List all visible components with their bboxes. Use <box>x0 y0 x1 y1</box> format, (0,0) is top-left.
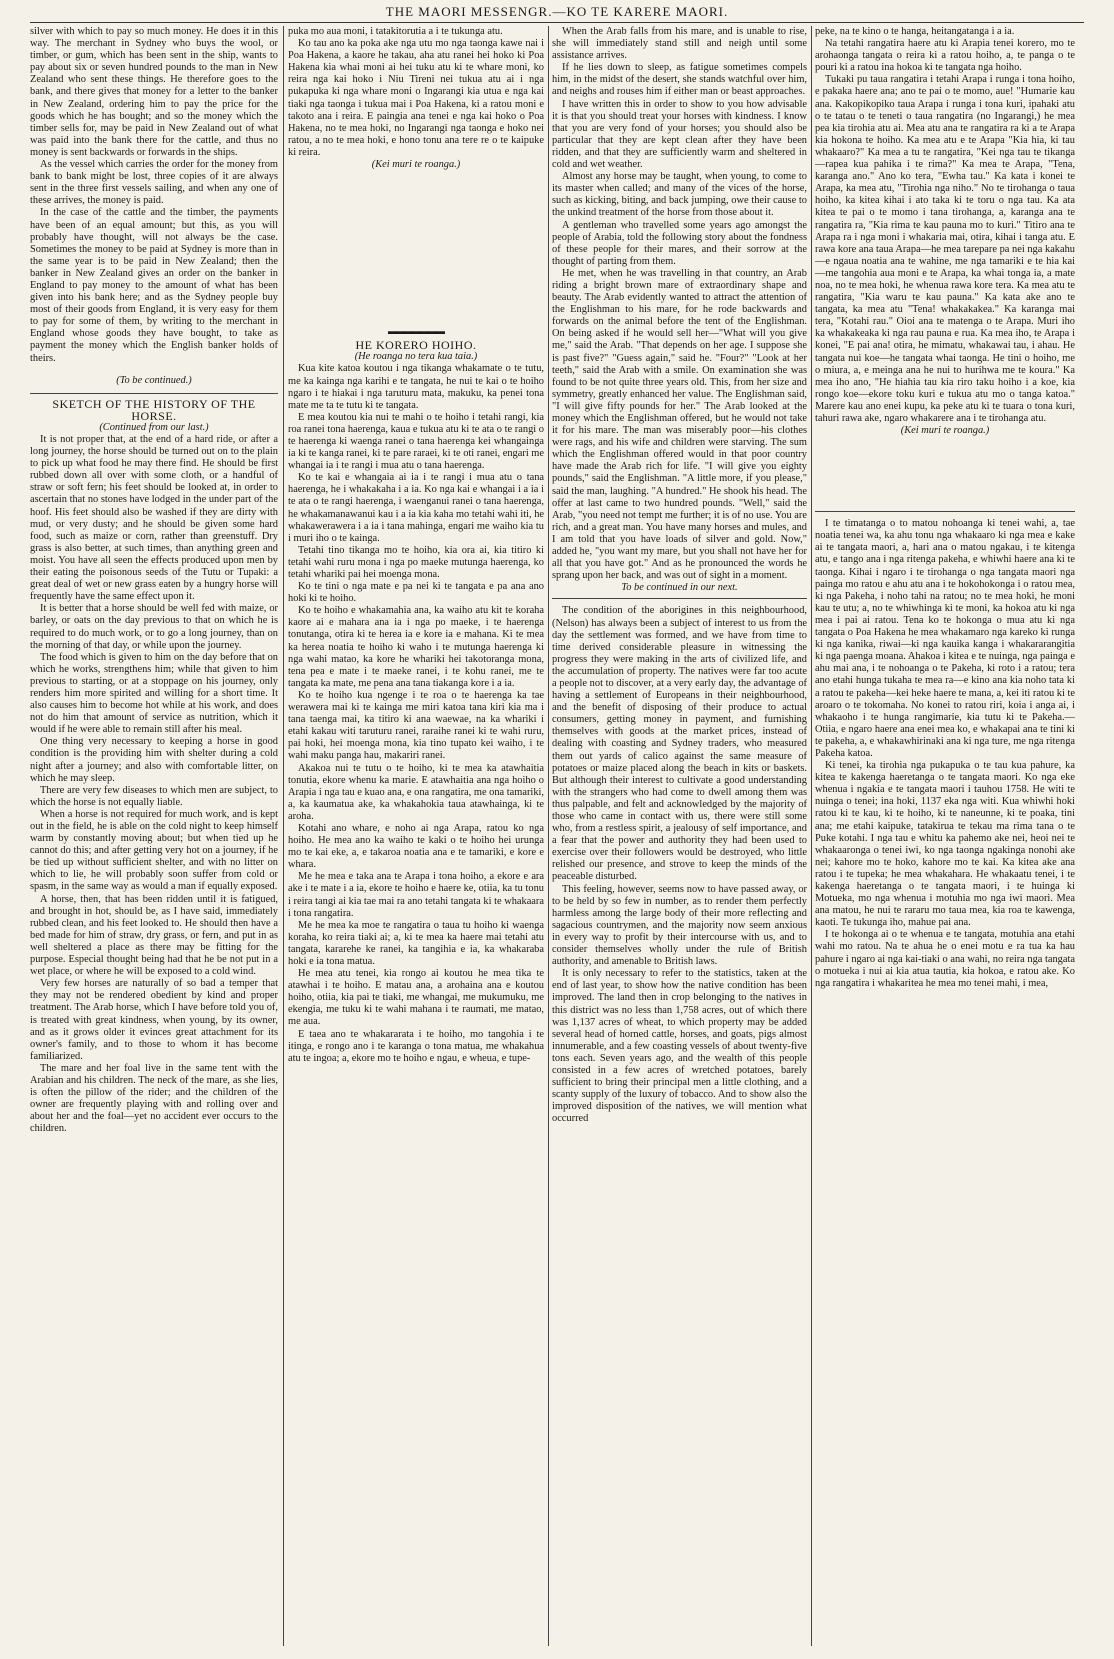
paragraph: A horse, then, that has been ridden until it is fatigued, and brought in hot, should be, as I have said, immediately rubbed clean, and his feet looked to. He should then have a bed made for him of straw, dry grass, or fern, and put in as well sheltered a place as there may be fitting for the purpose. Especial thought being had that he be not put in a wet place, or where he will be exposed to a cold wind. <box>30 893 278 978</box>
section-rule <box>815 511 1075 512</box>
paragraph: Me he mea ka moe te rangatira o taua tu hoiho ki waenga koraha, ko reira tiaki ai; a, ki te mea ka haere mai tetahi atu tangata, kararehe ke ranei, ka tangihia e ia, ka whakaraba hoki e ia tona matua. <box>288 919 544 967</box>
column-divider <box>283 26 284 1646</box>
paragraph: Very few horses are naturally of so bad a temper that they may not be rendered obedient by kind and proper treatment. The Arab horse, which I have before told you of, is treated with great kindness, when young, by its owner, and as it grows older it evinces great attachment for its owner's family, and to those to whom it has become familiarized. <box>30 978 278 1062</box>
column-divider <box>548 26 549 1646</box>
paragraph: I te hokonga ai o te whenua e te tangata, motuhia ana etahi wahi mo ratou. Na te ahua he o enei motu e ra tua ka hau pahure i ngaro ai nga kai-tiaki o ana wahi, no reira nga tangata o motueka i nui ai kia atua tautia, kia hokoa, e ratou ake. Ko nga rangatira i whakaritea he mea mo tenei mahi, i mea, <box>815 929 1075 989</box>
paragraph: It is better that a horse should be well fed with maize, or barley, or oats on the day previous to that on which he is required to do much work, or to go a long journey, than on the morning of that day, or while upon the journey. <box>30 603 278 651</box>
paragraph: puka mo aua moni, i tatakitorutia a i te tukunga atu. <box>288 26 503 37</box>
continuation-note: To be continued in our next. <box>621 582 738 594</box>
ornament-divider: ▬▬▬▬▬▬▬ <box>388 326 444 337</box>
continuation-note: (To be continued.) <box>116 374 192 386</box>
masthead-rule <box>30 22 1084 23</box>
column-2 <box>288 26 544 1646</box>
paragraph: Ko te tini o nga mate e pa nei ki te tangata e pa ana ano hoki ki te hoiho. <box>288 581 544 605</box>
paragraph: peke, na te kino o te hanga, heitangatanga i a ia. <box>815 26 1015 37</box>
paragraph: A gentleman who travelled some years ago amongst the people of Arabia, told the following story about the fondness of these people for their mares, and their sorrow at the thought of parting from them. <box>552 219 807 267</box>
paragraph: Tukaki pu taua rangatira i tetahi Arapa i runga i tona hoiho, e pakaka haere ana; ano te pai o te momo, aue! "Humarie kau ana. Kakopikopiko taua Arapa i runga i tona kuri, ipahaki atu o te tatau o te teneti o taua rangatira (no Ingarangi,) he mea pea kia tirohia atu ai. Mea atu ana te rangatira ra ki a te Arapa kia hokona te hoiho. Ka mea atu e te Arapa "Kia hia, ki tau whakaaro?" Ka mea a tu te rangatira, "Kei nga tau te tikanga—rapea kua pahika i te rima?" Ka mea te Arapa, "Tena, karanga ano." Ano ko tera, "Ewha tau." Ka kata i konei te Arapa, ka mea atu, "Tirohia nga niho." No te tirohanga o taua hoiho, ka kitea kihai i ato taka ki te toru o nga tau. Ka ata kitea te pai o te momo i tana tirohanga, a, karanga ana te rangatira ra, "Kia rima te kau pauna mo to kuri." Titiro ana te Arapa ra i nga moni i whakaria mai, otira, kihai i tanga atu. E rawa kore ana taua Arapa—he mea tarepare pa nei nga kakahu—e ngaua noatia ana te wahine, me nga tamariki e te hia kai—me tangohia aua moni e te Arapa, ka whai tonga ia, a mate noa, no te mea hoki, he whenua rawa kore tera. Ka mea atu te rangatira, "Kia waru te kau pauna." Ka kata ake ano te tangata, ka mea atu "Tena! whakakakea." Ka karanga mai tera, "Kotahi rau." Oioi ana te matenga o te Arapa. Muri iho ka whakakeaka ki nga rau pauna e rua. Ka mea iho, te Arapa i konei, "E pai ana! otira, he mimatu, whakawai tau, i ahau. He tangata nui koe—he tangata whai taonga. He tini o hoiho, me o miura, a, e meinga ana he nui to hurihwa me te koura." Ka mea iho ano, "He hiahia tau kia riro taku hoiho i a koe, kia rongo koe—ekore toku kuri e tukua atu mo o tanga katoa." Marere kau ano enei kupu, ka peke atu ki te tuara o tona kuri, tahuri rawa ake, ngaro whakarere ana i te tirohanga atu. <box>815 74 1075 424</box>
column-1 <box>30 26 278 1646</box>
paragraph: Ko tau ano ka poka ake nga utu mo nga taonga kawe nai i Poa Hakena, a kaore he takau, aha atu ranei hei hoko ki Poa Hakena kia whai moni ai hei tuku atu ki te whare moni, ko reira nga kai hoko i Niu Tireni nei tukua atu ai i nga pukapuka ki nga whare moni o Ingarangi kia utua e nga kai tiaki nga taonga i tukua mai i Poa Hakena, ki a ratou moni e takoto ana i reira. E paingia ana tenei e nga kai hoko o Poa Hakena, no te mea hoki, no Ingarangi nga taonga e hoko nei ratou, a no te mea hoki, e hono tonu ana tere re o te kaipuke ki reira. <box>288 38 544 158</box>
paragraph: I te timatanga o to matou nohoanga ki tenei wahi, a, tae noatia tenei wa, ka ahu tonu nga whakaaro ki nga mea e kake ai te tangata maori, a, hari ana o matou ngakau, i te kitenga atu, e tango ana i nga ritenga pakeha, e whiwhi haere ana ki te taonga. Kihai i ngaro i te tirohanga o nga tangata maori nga painga mo ratou e ahu atu ana i te hokohokonga i o ratou mea, ki nga Pakeha, i noho tahi na ratou; no te mea hoki, he moni kau te utu; a, no te whiwhinga ki te moni, ka hokoa atu ki nga mea i pai ai ratou. Tena ko te hokonga o mua atu ki nga tangata o Poa Hakena he mea whakamaro nga kareko ki runga ki nga kanika, riwai—ki nga kauika kanga i whakararangitia ki nga paenga moana. Ahakoa i kitea e te nuinga, nga painga e ahu mai ana, i te nohoanga o te Pakeha, ki roto i a ratou; tera ano etahi hunga tukaha te mea ra—e kino ana kia noho tata ki a ratou te pakeha—kei heke haere te mana, a, kei iti ratou ki te aroaro o te tokomaha. No konei to ratou riri, koia i anga ai, i whakaoho i te hunga rangimarie, kia tutu ki te Pakeha.—Otiia, e ngaro haere ana enei mea ko, e whakapai ana te tini ki te pakeha, a, e whakawhirinaki ana ki nga ture, me nga ritenga Pakeha katoa. <box>815 518 1075 759</box>
paragraph: In the case of the cattle and the timber, the payments have been of an equal amount; but this, as you will probably have thought, will not always be the case. Sometimes the money to be paid at Sydney is more than in the same year is to be paid in New Zealand; then the banker in New Zealand gives an order on the banker in England to pay money to the amount of what has been given into his bank here; and as the Sydney people buy most of their goods from England, it is very easy for them to pay for some of them, by writing to the merchant in England whose goods they have bought, to take as payment the money which the English banker holds of theirs. <box>30 207 278 364</box>
paragraph: It is only necessary to refer to the statistics, taken at the end of last year, to show how the native condition has been improved. The land then in crop belonging to the natives in this district was no less than 1,758 acres, out of which there was 1,137 acres of wheat, to which property may be added several head of horned cattle, horses, and goats, pigs almost innumerable, and a few coasting vessels of about twenty-five tons each. Seven years ago, and the wealth of this people consisted in a few acres of wretched potatoes, barely sufficient to bring their principal men a little clothing, and a scanty supply of the luxury of tobacco. And to show also the improved disposition of the natives, we will mention what occurred <box>552 968 807 1125</box>
paragraph: I have written this in order to show to you how advisable it is that you should treat your horses with kindness. I know that you are very fond of your horses; you should also be particular that they are kept clean after they have been ridden, and that they are sufficiently warm and sheltered in cold and wet weather. <box>552 98 807 171</box>
article-subheading: (He roanga no tera kua taia.) <box>354 351 478 363</box>
paragraph: Ko te hoiho e whakamahia ana, ka waiho atu kit te koraha kaore ai e mahara ana ia i nga po maeke, i te haerenga tonutanga, otira ki te herea ia e kore ia e mahana. Ki te mea ka herea noatia te hoiho ki waho i te mutunga haerenga ki nga wahi matao, ka kore he whariki hei takotoranga mona, tena pea e mate i te maeke ranei, i te kohu ranei, me te tangata ka mate, me pena ana tana tiakanga kore i a ia. <box>288 605 544 689</box>
paragraph: This feeling, however, seems now to have passed away, or to be held by so few in number, as to render them perfectly harmless among the large body of their more reflecting and sagacious countrymen, and the majority now seem anxious in every way to profit by their intercourse with us, and to consider themselves wholly under the rule of British authority, and amenable to British laws. <box>552 883 807 968</box>
paragraph: E mea koutou kia nui te mahi o te hoiho i tetahi rangi, kia roa ranei tona haerenga, kaua e tukua atu ki te ata o te rangi o te haerenga ki waenga ranei o tana haerenga kei whangainga ia ki te kanga ranei, ki te pare raraei, ki te oti ranei, engari me whangai ia i te rangi i mua atu o tana haerenga. <box>288 411 544 472</box>
masthead: THE MAORI MESSENGR.—KO TE KARERE MAORI. <box>385 4 729 19</box>
paragraph: When the Arab falls from his mare, and is unable to rise, she will immediately stand still and neigh until some assistance arrives. <box>552 26 807 62</box>
paragraph: The condition of the aborigines in this neighbourhood, (Nelson) has always been a subject of interest to us from the day the settlement was formed, and we have from time to time derived considerable pleasure in witnessing the progress they were making in the arts of civilized life, and the accumulation of property. The natives were far too acute a people not to discover, at a very early day, the advantage of having a settlement of Europeans in their neighbourhood, and the benefit of disposing of their produce to actual consumers, getting money in payment, and furnishing themselves with goods at the market prices, instead of dealing with coasting and Sydney traders, who measured them out yards of calico against the same measure of potatoes or maize placed along the beach in kits or baskets. But although their interest to cultivate a good understanding with the strangers who had come to dwell among them was thus palpable, and felt and acknowledged by the majority of those who came in contact with us, there were still some who, from a restless spirit, a jealousy of self importance, and a fear that the power and authority they had been used to exercise over their followers would be destroyed, who little relished our presence, and strove to keep the minds of the peaceable disturbed. <box>552 605 807 883</box>
column-4 <box>815 26 1075 1646</box>
paragraph: Almost any horse may be taught, when young, to come to its master when called; and many of the vices of the horse, such as kicking, biting, and back jumping, owe their cause to the unkind treatment of the horse from those about it. <box>552 171 807 219</box>
article-heading: SKETCH OF THE HISTORY OF THE HORSE. <box>52 396 256 423</box>
paragraph: It is not proper that, at the end of a hard ride, or after a long journey, the horse should be turned out on to the plain to pick up what food he may there find. He should be first rubbed down all over with some cloth, or a handful of straw or soft fern; his feet should be looked at, in order to ascertain that no stones have lodged in the under part of the hoof. His feet should also be washed if they are dirty with mud, or very dusty; and he should be given some hard food, such as maize or corn, rather than greenstuff. Dry grass is also better, at such times, than anything green and moist. You have all seen the effects produced upon men by their eating the poisonous seeds of the Tutu or Tupaki: a great deal of wet or new grass eaten by a hungry horse will frequently have the same effect upon it. <box>30 434 278 603</box>
section-rule <box>552 598 807 599</box>
continuation-note: (Kei muri te roanga.) <box>900 425 990 437</box>
paragraph: Kotahi ano whare, e noho ai nga Arapa, ratou ko nga hoiho. He mea ano ka waiho te kaki o te hoiho hei urunga mo te kai eke, a, e takaroa noatia ana e te tamariki, e kore e whara. <box>288 822 544 871</box>
paragraph: E taea ano te whakararata i te hoiho, mo tangohia i te itinga, e rongo ano i te karanga o tona matua, me whakahua atu te ingoa; a, ekore mo te hoiho e ngau, e wheua, e tupe- <box>288 1028 544 1064</box>
paragraph: Akakoa nui te tutu o te hoiho, ki te mea ka atawhaitia tonutia, ekore whenu ka marie. E atawhaitia ana nga hoiho o Arapia i nga tau e kuao ana, e ona rangatira, me ona tamariki, a, ka kaumatua ake, ka whakahokia taua atawhainga, ki te aroha. <box>288 762 544 822</box>
paragraph: He mea atu tenei, kia rongo ai koutou he mea tika te atawhai i te hoiho. E matau ana, a arohaina ana e koutou hoiho, otiia, kia pai te tiaki, me whangai, me mukumuku, me ekengia, me tuku ki te wahi mahana i te raumati, me matao, me aua. <box>288 968 544 1028</box>
paragraph: He met, when he was travelling in that country, an Arab riding a bright brown mare of extraordinary shape and beauty. The Arab evidently wanted to attract the attention of the Englishman to his mare, for he rode backwards and forwards on the animal before the tent of the Englishman. On being asked if he would sell her—"What will you give me," said the Arab. "That depends on her age. I suppose she is past five?" "Guess again," said he. "Four?" "Look at her teeth," said the Arab with a smile. On examination she was found to be not quite three years old. This, from her size and symmetry, greatly enhanced her value. The Englishman said, "I will give fifty pounds for her." The Arab looked at the money which the Englishman offered, but he would not take it for his mare. The man was miserably poor—his clothes were rags, and his wife and children were starving. The sum which the Englishman offered would in that poor country have made the Arab rich for life. "I will give you eighty pounds," said the Englishman. "A little more, if you please," said the man, laughing. "A hundred." He shook his head. The offer at last came to two hundred pounds. "Well," said the Arab, "you need not tempt me further; it is of no use. You are rich, and a great man. You have many horses and mules, and I am told that you have loads of silver and gold. Now," added he, "you want my mare, but you shall not have her for all that you have got." And as he pronounced the words he sprang upon her back, and was out of sight in a moment. <box>552 267 807 582</box>
paragraph: When a horse is not required for much work, and is kept out in the field, he is able on the cold night to keep himself warm by constantly moving about; but when tied up he cannot do this; and after getting very hot on a journey, if he be tied up without sufficient shelter, and with no litter on which to lie, he will probably soon suffer from cold or spasm, in the same way as would a man if equally exposed. <box>30 808 278 893</box>
paragraph: Me he mea e taka ana te Arapa i tona hoiho, a ekore e ara ake i te mate i a ia, ekore te hoiho e haere ke, otiia, ka tu tonu i reira tangi ai kia tae mai ra ano tetahi tangata ki te whakaara i tona rangatira. <box>288 871 544 919</box>
paragraph: Ki tenei, ka tirohia nga pukapuka o te tau kua pahure, ka kitea te kakenga haeretanga o te tangata maori. Ko nga eke whenua i ngakia e te tangata maori i tauhou 1758. He witi te nuinga o tenei; ina hoki, 1137 eka nga witi. Kua whiwhi hoki ratou ki te kau, ki te hoiho, ki te naneunne, ki te poaka, tini ana; me etahi kaipuke, tatakirua te tekau ma rima tana o te Puke kotahi. I nga tau e whitu ka pahemo ake nei, heoi nei te whakaaronga o tenei iwi, ko nga taonga ngakinga nonohi ake nei; kahore mo te hoko, kahore mo te kai. Ka kitea ake ana ratou i te tupeka; he mea whakahara. He whakaatu tenei, i te kakenga haeretanga o te tangata maori, i te huinga ki Motueka, mo nga whenua i motuhia mo nga iwi maori. Mea ana matou, he nui te rararu mo taua mea, kia roa te kawenga, kaoti. Te tukunga iho, mahue pai ana. <box>815 760 1075 929</box>
paragraph: As the vessel which carries the order for the money from bank to bank might be lost, three copies of it are always sent in the three first vessels sailing, and when any one of these arrives, the money is paid. <box>30 159 278 207</box>
article-subheading: (Continued from our last.) <box>99 421 209 433</box>
column-3 <box>552 26 807 1646</box>
section-rule <box>30 393 278 394</box>
paragraph: The food which is given to him on the day before that on which he works, strengthens him; while that given to him previous to starting, or at a stoppage on his journey, only renders him more spirited and willing for a short time. It also causes him to become hot while at his work, and does not do him that amount of service as nutrition, which it would if he were able to remain still after his meal. <box>30 651 278 736</box>
continuation-note: (Kei muri te roanga.) <box>371 159 461 171</box>
paragraph: There are very few diseases to which men are subject, to which the horse is not equally liable. <box>30 784 278 808</box>
paragraph: Kua kite katoa koutou i nga tikanga whakamate o te tutu, me ka kainga nga karihi e te tangata, he nui te kai o te hoiho ngaro i te hiakai i nga taruturu mata, makuku, ka penei tona mate me ta te tutu ki te tangata. <box>288 363 544 411</box>
column-divider <box>811 26 812 1646</box>
paragraph: Tetahi tino tikanga mo te hoiho, kia ora ai, kia titiro ki tetahi wahi ruru mona i nga po maeke mutunga haerenga, ko tetahi whariki pai hei moenga mona. <box>288 544 544 580</box>
paragraph: Ko te hoiho kua ngenge i te roa o te haerenga ka tae werawera mai ki te kainga me miri katoa tana kiri kia ma i tana taenga mai, ka titiro ki ana waewae, na ka whariki i etahi kakau witi taruturu ranei, raraihe ranei ki te wahi ruru, pai hoki, hei moenga mona, kia tino tupato kei waiho, i te wahi maku panga hau, makariri ranei. <box>288 689 544 762</box>
paragraph: If he lies down to sleep, as fatigue sometimes compels him, in the midst of the desert, she stands watchful over him, and neighs and rouses him if either man or beast approaches. <box>552 62 807 98</box>
article-heading: HE KORERO HOIHO. <box>355 338 477 353</box>
paragraph: One thing very necessary to keeping a horse in good condition is the providing him with shelter during a cold night after a journey; and also with comfortable litter, on which he may sleep. <box>30 736 278 784</box>
paragraph: silver with which to pay so much money. He does it in this way. The merchant in Sydney who buys the wool, or timber, or gum, which has been sent in the ship, wants to pay about six or seven hundred pounds to the man in New Zealand who sent these things. He therefore goes to the bank, and there gives that money for a letter to the banker in New Zealand, ordering him to pay the price for the goods which he has bought; and so the money which the timber sells for, may be paid in New Zealand out of what was paid into the bank there for the cattle, and thus no money is sent backwards or forwards in the ships. <box>30 26 278 158</box>
paragraph: Na tetahi rangatira haere atu ki Arapia tenei korero, mo te arohaonga tangata o reira ki a ratou hoiho, a, te panga o te pouri ki a ratou ina hokoa ki te tangata nga hoiho. <box>815 38 1075 74</box>
paragraph: Ko te kai e whangaia ai ia i te rangi i mua atu o tana haerenga, he i whakakaha i a ia. Ko nga kai e whangai i a ia i te ata o te rangi haerenga, i waenganui ranei o tana haerenga, he whakamanawanui kau i a ia kia kaha mo tetahi wahi iti, he whakawerawera i a ia i tana mahinga, engari me waiho kia tu i muri iho o te kainga. <box>288 472 544 544</box>
paragraph: The mare and her foal live in the same tent with the Arabian and his children. The neck of the mare, as she lies, is often the pillow of the rider; and the children of the owner are frequently playing with and rolling over and about her and the foal—yet no accident ever occurs to the children. <box>30 1062 278 1135</box>
